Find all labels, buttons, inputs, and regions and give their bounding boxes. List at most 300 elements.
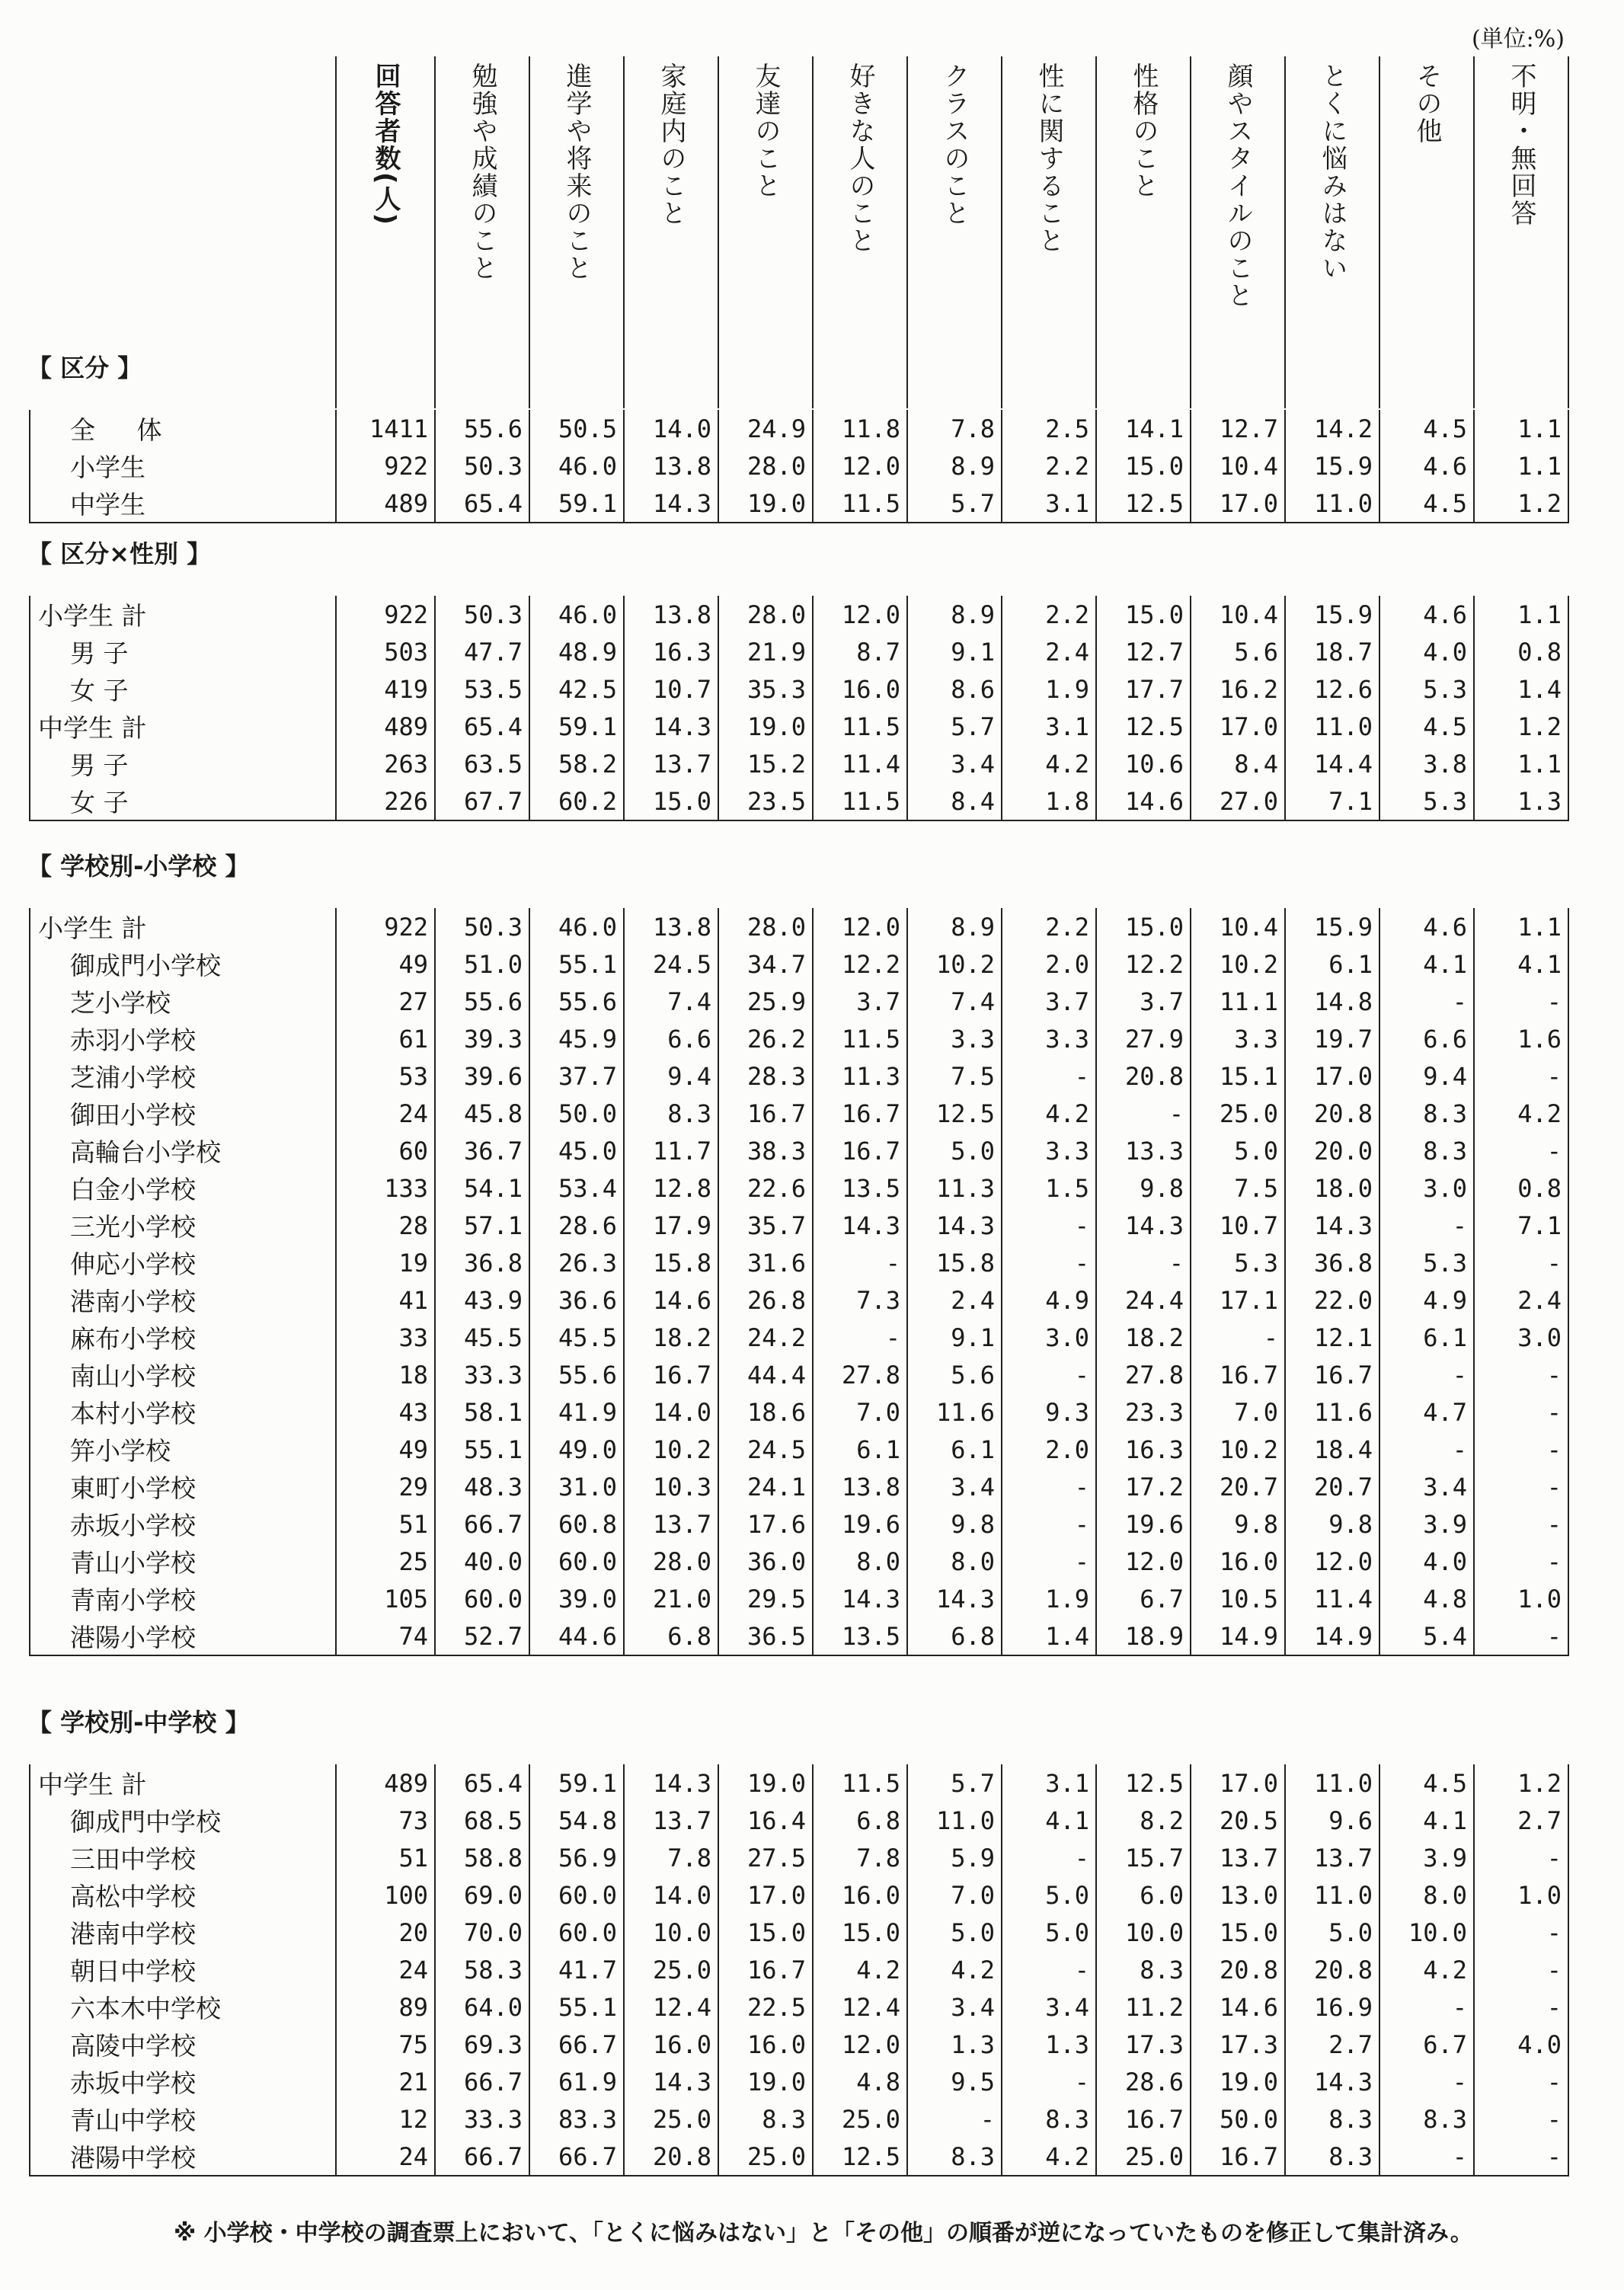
value-cell: 14.3 bbox=[1285, 2063, 1379, 2100]
value-cell: 33.3 bbox=[435, 1356, 529, 1393]
value-cell: 503 bbox=[336, 633, 435, 670]
value-cell: 58.3 bbox=[435, 1951, 529, 1988]
value-cell: 1.0 bbox=[1474, 1876, 1568, 1914]
value-cell: 12.7 bbox=[1191, 410, 1285, 447]
value-cell: 12.5 bbox=[1096, 1764, 1191, 1802]
value-cell: 5.0 bbox=[1002, 1914, 1096, 1951]
value-cell: - bbox=[1474, 2138, 1568, 2176]
value-cell: 64.0 bbox=[435, 1988, 529, 2026]
value-cell: 70.0 bbox=[435, 1914, 529, 1951]
row-label: 女 子 bbox=[30, 782, 336, 820]
table-row bbox=[30, 1839, 1568, 1876]
value-cell: 19.0 bbox=[718, 1764, 813, 1802]
value-cell: 60.0 bbox=[529, 1914, 624, 1951]
value-cell: 46.0 bbox=[529, 447, 624, 485]
value-cell: 36.8 bbox=[435, 1244, 529, 1281]
table-row bbox=[30, 1319, 1568, 1356]
table-row bbox=[30, 1393, 1568, 1431]
value-cell: 17.2 bbox=[1096, 1468, 1191, 1505]
value-cell: 1.3 bbox=[1474, 782, 1568, 820]
value-cell: 6.0 bbox=[1096, 1876, 1191, 1914]
table-row bbox=[30, 485, 1568, 523]
value-cell: 25.0 bbox=[624, 1951, 718, 1988]
value-cell: 44.4 bbox=[718, 1356, 813, 1393]
value-cell: 3.1 bbox=[1002, 1764, 1096, 1802]
row-label: 全 体 bbox=[30, 410, 336, 447]
value-cell: - bbox=[1474, 1132, 1568, 1169]
value-cell: 35.3 bbox=[718, 670, 813, 708]
value-cell: 16.7 bbox=[1285, 1356, 1379, 1393]
value-cell: 18.9 bbox=[1096, 1617, 1191, 1655]
value-cell: 10.2 bbox=[624, 1431, 718, 1468]
value-cell: 21 bbox=[336, 2063, 435, 2100]
table-row bbox=[30, 745, 1568, 782]
value-cell: - bbox=[1474, 1468, 1568, 1505]
value-cell: 58.1 bbox=[435, 1393, 529, 1431]
value-cell: 74 bbox=[336, 1617, 435, 1655]
value-cell: - bbox=[1002, 1356, 1096, 1393]
value-cell: 14.1 bbox=[1096, 410, 1191, 447]
value-cell: 16.7 bbox=[813, 1132, 907, 1169]
value-cell: 16.0 bbox=[718, 2026, 813, 2063]
table-row bbox=[30, 1169, 1568, 1207]
value-cell: 1.4 bbox=[1474, 670, 1568, 708]
value-cell: 11.6 bbox=[1285, 1393, 1379, 1431]
value-cell: 15.8 bbox=[907, 1244, 1002, 1281]
value-cell: 4.8 bbox=[1379, 1580, 1474, 1617]
value-cell: 58.2 bbox=[529, 745, 624, 782]
value-cell: 16.7 bbox=[718, 1095, 813, 1132]
value-cell: 57.1 bbox=[435, 1207, 529, 1244]
value-cell: 12.4 bbox=[813, 1988, 907, 2026]
value-cell: 14.3 bbox=[624, 1764, 718, 1802]
value-cell: 11.8 bbox=[813, 410, 907, 447]
value-cell: 4.5 bbox=[1379, 485, 1474, 523]
header-cell bbox=[1474, 56, 1568, 408]
value-cell: - bbox=[1002, 1057, 1096, 1095]
value-cell: 9.3 bbox=[1002, 1393, 1096, 1431]
value-cell: 34.7 bbox=[718, 945, 813, 983]
value-cell: 20.8 bbox=[624, 2138, 718, 2176]
value-cell: 12.0 bbox=[813, 596, 907, 633]
value-cell: 1.1 bbox=[1474, 410, 1568, 447]
value-cell: 8.3 bbox=[624, 1095, 718, 1132]
value-cell: 7.8 bbox=[907, 410, 1002, 447]
value-cell: 4.2 bbox=[1002, 2138, 1096, 2176]
value-cell: 7.8 bbox=[624, 1839, 718, 1876]
value-cell: 17.0 bbox=[1191, 708, 1285, 745]
row-label: 高陵中学校 bbox=[30, 2026, 336, 2063]
header-label: 勉強や成績のこと bbox=[467, 62, 497, 282]
value-cell: 16.7 bbox=[624, 1356, 718, 1393]
value-cell: 24.1 bbox=[718, 1468, 813, 1505]
value-cell: 10.0 bbox=[1096, 1914, 1191, 1951]
value-cell: 100 bbox=[336, 1876, 435, 1914]
row-label: 三光小学校 bbox=[30, 1207, 336, 1244]
value-cell: 4.9 bbox=[1002, 1281, 1096, 1319]
value-cell: 18.2 bbox=[1096, 1319, 1191, 1356]
value-cell: 23.3 bbox=[1096, 1393, 1191, 1431]
value-cell: 7.8 bbox=[813, 1839, 907, 1876]
value-cell: 8.4 bbox=[1191, 745, 1285, 782]
value-cell: 60.0 bbox=[529, 1543, 624, 1580]
value-cell: 15.2 bbox=[718, 745, 813, 782]
value-cell: 7.0 bbox=[813, 1393, 907, 1431]
value-cell: - bbox=[1474, 1914, 1568, 1951]
value-cell: 53.5 bbox=[435, 670, 529, 708]
value-cell: 489 bbox=[336, 485, 435, 523]
table-row bbox=[30, 1132, 1568, 1169]
table-row bbox=[30, 1057, 1568, 1095]
value-cell: 45.5 bbox=[529, 1319, 624, 1356]
value-cell: 11.0 bbox=[1285, 1764, 1379, 1802]
header-cell bbox=[336, 56, 435, 408]
value-cell: 35.7 bbox=[718, 1207, 813, 1244]
value-cell: 55.6 bbox=[435, 410, 529, 447]
value-cell: 8.3 bbox=[1285, 2138, 1379, 2176]
value-cell: 24 bbox=[336, 1095, 435, 1132]
header-cell bbox=[1379, 56, 1474, 408]
value-cell: 12.5 bbox=[813, 2138, 907, 2176]
table-row bbox=[30, 1914, 1568, 1951]
value-cell: 1.8 bbox=[1002, 782, 1096, 820]
header-label: その他 bbox=[1411, 62, 1442, 145]
value-cell: 4.9 bbox=[1379, 1281, 1474, 1319]
value-cell: 27 bbox=[336, 983, 435, 1020]
value-cell: - bbox=[1474, 983, 1568, 1020]
value-cell: 46.0 bbox=[529, 908, 624, 945]
value-cell: 18.0 bbox=[1285, 1169, 1379, 1207]
row-label: 男 子 bbox=[30, 633, 336, 670]
value-cell: 8.4 bbox=[907, 782, 1002, 820]
value-cell: 105 bbox=[336, 1580, 435, 1617]
row-label: 笄小学校 bbox=[30, 1431, 336, 1468]
value-cell: 24.4 bbox=[1096, 1281, 1191, 1319]
value-cell: 4.0 bbox=[1379, 1543, 1474, 1580]
value-cell: 18.7 bbox=[1285, 633, 1379, 670]
value-cell: 10.7 bbox=[1191, 1207, 1285, 1244]
table-row bbox=[30, 1988, 1568, 2026]
header-label: 好きな人のこと bbox=[845, 62, 875, 254]
value-cell: - bbox=[1379, 1988, 1474, 2026]
value-cell: 17.9 bbox=[624, 1207, 718, 1244]
value-cell: 58.8 bbox=[435, 1839, 529, 1876]
value-cell: - bbox=[1474, 1393, 1568, 1431]
value-cell: 7.5 bbox=[1191, 1169, 1285, 1207]
table-row bbox=[30, 908, 1568, 945]
value-cell: 10.5 bbox=[1191, 1580, 1285, 1617]
value-cell: 31.6 bbox=[718, 1244, 813, 1281]
header-label: 友達のこと bbox=[750, 62, 781, 200]
value-cell: 3.0 bbox=[1474, 1319, 1568, 1356]
value-cell: 28 bbox=[336, 1207, 435, 1244]
header-label: 性に関すること bbox=[1034, 62, 1064, 254]
value-cell: - bbox=[1002, 1505, 1096, 1543]
value-cell: 4.0 bbox=[1474, 2026, 1568, 2063]
row-label: 青南小学校 bbox=[30, 1580, 336, 1617]
value-cell: 66.7 bbox=[529, 2138, 624, 2176]
table-row bbox=[30, 1095, 1568, 1132]
row-label: 六本木中学校 bbox=[30, 1988, 336, 2026]
value-cell: 3.9 bbox=[1379, 1839, 1474, 1876]
header-label: 回答者数(人) bbox=[370, 62, 401, 227]
value-cell: 19 bbox=[336, 1244, 435, 1281]
value-cell: 66.7 bbox=[435, 2063, 529, 2100]
value-cell: 67.7 bbox=[435, 782, 529, 820]
header-label: 進学や将来のこと bbox=[561, 62, 592, 282]
value-cell: 44.6 bbox=[529, 1617, 624, 1655]
value-cell: 24.2 bbox=[718, 1319, 813, 1356]
row-label: 男 子 bbox=[30, 745, 336, 782]
value-cell: 5.6 bbox=[1191, 633, 1285, 670]
unit-label: (単位:%) bbox=[1471, 26, 1565, 53]
value-cell: 9.8 bbox=[1285, 1505, 1379, 1543]
value-cell: 13.0 bbox=[1191, 1876, 1285, 1914]
value-cell: 19.7 bbox=[1285, 1020, 1379, 1057]
table-row bbox=[30, 1951, 1568, 1988]
value-cell: 20.7 bbox=[1285, 1468, 1379, 1505]
value-cell: 9.4 bbox=[1379, 1057, 1474, 1095]
table-row bbox=[30, 1281, 1568, 1319]
value-cell: 4.2 bbox=[1379, 1951, 1474, 1988]
value-cell: 69.0 bbox=[435, 1876, 529, 1914]
row-label: 港南中学校 bbox=[30, 1914, 336, 1951]
value-cell: 2.7 bbox=[1474, 1802, 1568, 1839]
value-cell: 4.7 bbox=[1379, 1393, 1474, 1431]
value-cell: 8.3 bbox=[1002, 2100, 1096, 2138]
value-cell: 9.8 bbox=[1096, 1169, 1191, 1207]
value-cell: 2.4 bbox=[1474, 1281, 1568, 1319]
value-cell: 1.5 bbox=[1002, 1169, 1096, 1207]
value-cell: 24 bbox=[336, 1951, 435, 1988]
header-cell bbox=[1002, 56, 1096, 408]
table-row bbox=[30, 1468, 1568, 1505]
value-cell: 28.0 bbox=[624, 1543, 718, 1580]
row-label: 赤羽小学校 bbox=[30, 1020, 336, 1057]
value-cell: 14.3 bbox=[907, 1580, 1002, 1617]
value-cell: 1.2 bbox=[1474, 485, 1568, 523]
header-label: 不明・無回答 bbox=[1506, 62, 1536, 227]
header-cell bbox=[1096, 56, 1191, 408]
value-cell: 9.1 bbox=[907, 633, 1002, 670]
value-cell: 8.6 bbox=[907, 670, 1002, 708]
value-cell: 9.1 bbox=[907, 1319, 1002, 1356]
value-cell: 14.6 bbox=[1096, 782, 1191, 820]
value-cell: 1.3 bbox=[907, 2026, 1002, 2063]
value-cell: 7.4 bbox=[907, 983, 1002, 1020]
value-cell: 11.3 bbox=[907, 1169, 1002, 1207]
value-cell: 16.7 bbox=[718, 1951, 813, 1988]
value-cell: 43.9 bbox=[435, 1281, 529, 1319]
value-cell: 66.7 bbox=[435, 2138, 529, 2176]
value-cell: 16.7 bbox=[813, 1095, 907, 1132]
value-cell: 54.8 bbox=[529, 1802, 624, 1839]
value-cell: 8.2 bbox=[1096, 1802, 1191, 1839]
value-cell: 12.5 bbox=[907, 1095, 1002, 1132]
table-row bbox=[30, 410, 1568, 447]
row-label: 高輪台小学校 bbox=[30, 1132, 336, 1169]
value-cell: 10.6 bbox=[1096, 745, 1191, 782]
value-cell: 16.0 bbox=[813, 1876, 907, 1914]
value-cell: 47.7 bbox=[435, 633, 529, 670]
value-cell: 7.1 bbox=[1285, 782, 1379, 820]
value-cell: 4.2 bbox=[1002, 745, 1096, 782]
value-cell: 1.2 bbox=[1474, 708, 1568, 745]
table-row bbox=[30, 782, 1568, 820]
value-cell: 24.9 bbox=[718, 410, 813, 447]
value-cell: 15.0 bbox=[813, 1914, 907, 1951]
value-cell: 11.5 bbox=[813, 1020, 907, 1057]
row-label: 小学生 計 bbox=[30, 908, 336, 945]
value-cell: 5.0 bbox=[1002, 1876, 1096, 1914]
value-cell: 51 bbox=[336, 1505, 435, 1543]
value-cell: 60.8 bbox=[529, 1505, 624, 1543]
table-row bbox=[30, 1802, 1568, 1839]
value-cell: 25.0 bbox=[624, 2100, 718, 2138]
row-label: 青山小学校 bbox=[30, 1543, 336, 1580]
value-cell: 9.5 bbox=[907, 2063, 1002, 2100]
value-cell: 17.3 bbox=[1096, 2026, 1191, 2063]
value-cell: 12.2 bbox=[1096, 945, 1191, 983]
value-cell: 41 bbox=[336, 1281, 435, 1319]
value-cell: 12.0 bbox=[813, 908, 907, 945]
value-cell: 24.5 bbox=[624, 945, 718, 983]
value-cell: 13.8 bbox=[813, 1468, 907, 1505]
value-cell: 51 bbox=[336, 1839, 435, 1876]
value-cell: 69.3 bbox=[435, 2026, 529, 2063]
value-cell: 83.3 bbox=[529, 2100, 624, 2138]
value-cell: 13.7 bbox=[624, 745, 718, 782]
value-cell: 17.0 bbox=[1285, 1057, 1379, 1095]
header-label: 性格のこと bbox=[1128, 62, 1159, 200]
header-cell bbox=[529, 56, 624, 408]
table-row bbox=[30, 1431, 1568, 1468]
value-cell: 48.3 bbox=[435, 1468, 529, 1505]
value-cell: 14.9 bbox=[1285, 1617, 1379, 1655]
value-cell: - bbox=[1474, 2063, 1568, 2100]
value-cell: 4.6 bbox=[1379, 447, 1474, 485]
value-cell: 0.8 bbox=[1474, 633, 1568, 670]
value-cell: 16.3 bbox=[1096, 1431, 1191, 1468]
value-cell: 13.3 bbox=[1096, 1132, 1191, 1169]
value-cell: 8.3 bbox=[907, 2138, 1002, 2176]
value-cell: - bbox=[1474, 1505, 1568, 1543]
value-cell: 27.8 bbox=[1096, 1356, 1191, 1393]
row-label: 港陽中学校 bbox=[30, 2138, 336, 2176]
row-label: 伸応小学校 bbox=[30, 1244, 336, 1281]
value-cell: 8.3 bbox=[1379, 1132, 1474, 1169]
table-row bbox=[30, 1020, 1568, 1057]
value-cell: 41.7 bbox=[529, 1951, 624, 1988]
value-cell: 14.3 bbox=[624, 485, 718, 523]
value-cell: 3.9 bbox=[1379, 1505, 1474, 1543]
value-cell: 19.0 bbox=[718, 2063, 813, 2100]
value-cell: 51.0 bbox=[435, 945, 529, 983]
value-cell: 5.0 bbox=[1285, 1914, 1379, 1951]
value-cell: 14.3 bbox=[624, 2063, 718, 2100]
header-cell bbox=[1191, 56, 1285, 408]
header-label: とくに悩みはない bbox=[1317, 62, 1347, 282]
value-cell: 14.0 bbox=[624, 1393, 718, 1431]
value-cell: 6.8 bbox=[907, 1617, 1002, 1655]
value-cell: 4.2 bbox=[1474, 1095, 1568, 1132]
value-cell: 14.3 bbox=[624, 708, 718, 745]
table-row bbox=[30, 1505, 1568, 1543]
value-cell: 8.3 bbox=[1379, 1095, 1474, 1132]
value-cell: 3.1 bbox=[1002, 708, 1096, 745]
value-cell: 12.7 bbox=[1096, 633, 1191, 670]
value-cell: 18.4 bbox=[1285, 1431, 1379, 1468]
value-cell: 37.7 bbox=[529, 1057, 624, 1095]
value-cell: 3.7 bbox=[813, 983, 907, 1020]
value-cell: 3.4 bbox=[1002, 1988, 1096, 2026]
value-cell: 6.1 bbox=[1379, 1319, 1474, 1356]
value-cell: 17.6 bbox=[718, 1505, 813, 1543]
header-cell bbox=[435, 56, 529, 408]
data-table bbox=[29, 1764, 1569, 2176]
row-label: 高松中学校 bbox=[30, 1876, 336, 1914]
value-cell: - bbox=[1474, 1431, 1568, 1468]
value-cell: 31.0 bbox=[529, 1468, 624, 1505]
value-cell: 36.6 bbox=[529, 1281, 624, 1319]
value-cell: 29 bbox=[336, 1468, 435, 1505]
value-cell: 14.3 bbox=[813, 1580, 907, 1617]
value-cell: 12.4 bbox=[624, 1988, 718, 2026]
value-cell: 75 bbox=[336, 2026, 435, 2063]
value-cell: - bbox=[1379, 983, 1474, 1020]
value-cell: - bbox=[813, 1244, 907, 1281]
value-cell: 17.3 bbox=[1191, 2026, 1285, 2063]
value-cell: 11.4 bbox=[1285, 1580, 1379, 1617]
value-cell: 9.6 bbox=[1285, 1802, 1379, 1839]
value-cell: 43 bbox=[336, 1393, 435, 1431]
value-cell: 5.3 bbox=[1191, 1244, 1285, 1281]
section-title: 【 学校別-中学校 】 bbox=[27, 1708, 250, 1737]
value-cell: 2.2 bbox=[1002, 596, 1096, 633]
value-cell: 15.9 bbox=[1285, 447, 1379, 485]
value-cell: 27.9 bbox=[1096, 1020, 1191, 1057]
value-cell: 49 bbox=[336, 1431, 435, 1468]
value-cell: 6.7 bbox=[1096, 1580, 1191, 1617]
table-row bbox=[30, 983, 1568, 1020]
value-cell: 10.4 bbox=[1191, 596, 1285, 633]
value-cell: 6.8 bbox=[624, 1617, 718, 1655]
value-cell: 489 bbox=[336, 708, 435, 745]
value-cell: 13.8 bbox=[624, 596, 718, 633]
value-cell: 16.7 bbox=[1191, 1356, 1285, 1393]
value-cell: 4.0 bbox=[1379, 633, 1474, 670]
value-cell: 33.3 bbox=[435, 2100, 529, 2138]
value-cell: 8.3 bbox=[1285, 2100, 1379, 2138]
value-cell: 10.0 bbox=[1379, 1914, 1474, 1951]
value-cell: 12.0 bbox=[813, 2026, 907, 2063]
value-cell: 5.7 bbox=[907, 485, 1002, 523]
value-cell: 1.9 bbox=[1002, 1580, 1096, 1617]
value-cell: 5.7 bbox=[907, 708, 1002, 745]
value-cell: 13.7 bbox=[624, 1802, 718, 1839]
value-cell: - bbox=[907, 2100, 1002, 2138]
header-cell bbox=[907, 56, 1002, 408]
value-cell: 4.6 bbox=[1379, 908, 1474, 945]
value-cell: 61 bbox=[336, 1020, 435, 1057]
value-cell: 17.7 bbox=[1096, 670, 1191, 708]
value-cell: 3.4 bbox=[907, 1988, 1002, 2026]
value-cell: 42.5 bbox=[529, 670, 624, 708]
value-cell: 11.0 bbox=[1285, 485, 1379, 523]
row-label: 赤坂小学校 bbox=[30, 1505, 336, 1543]
value-cell: 15.9 bbox=[1285, 596, 1379, 633]
value-cell: 1.4 bbox=[1002, 1617, 1096, 1655]
